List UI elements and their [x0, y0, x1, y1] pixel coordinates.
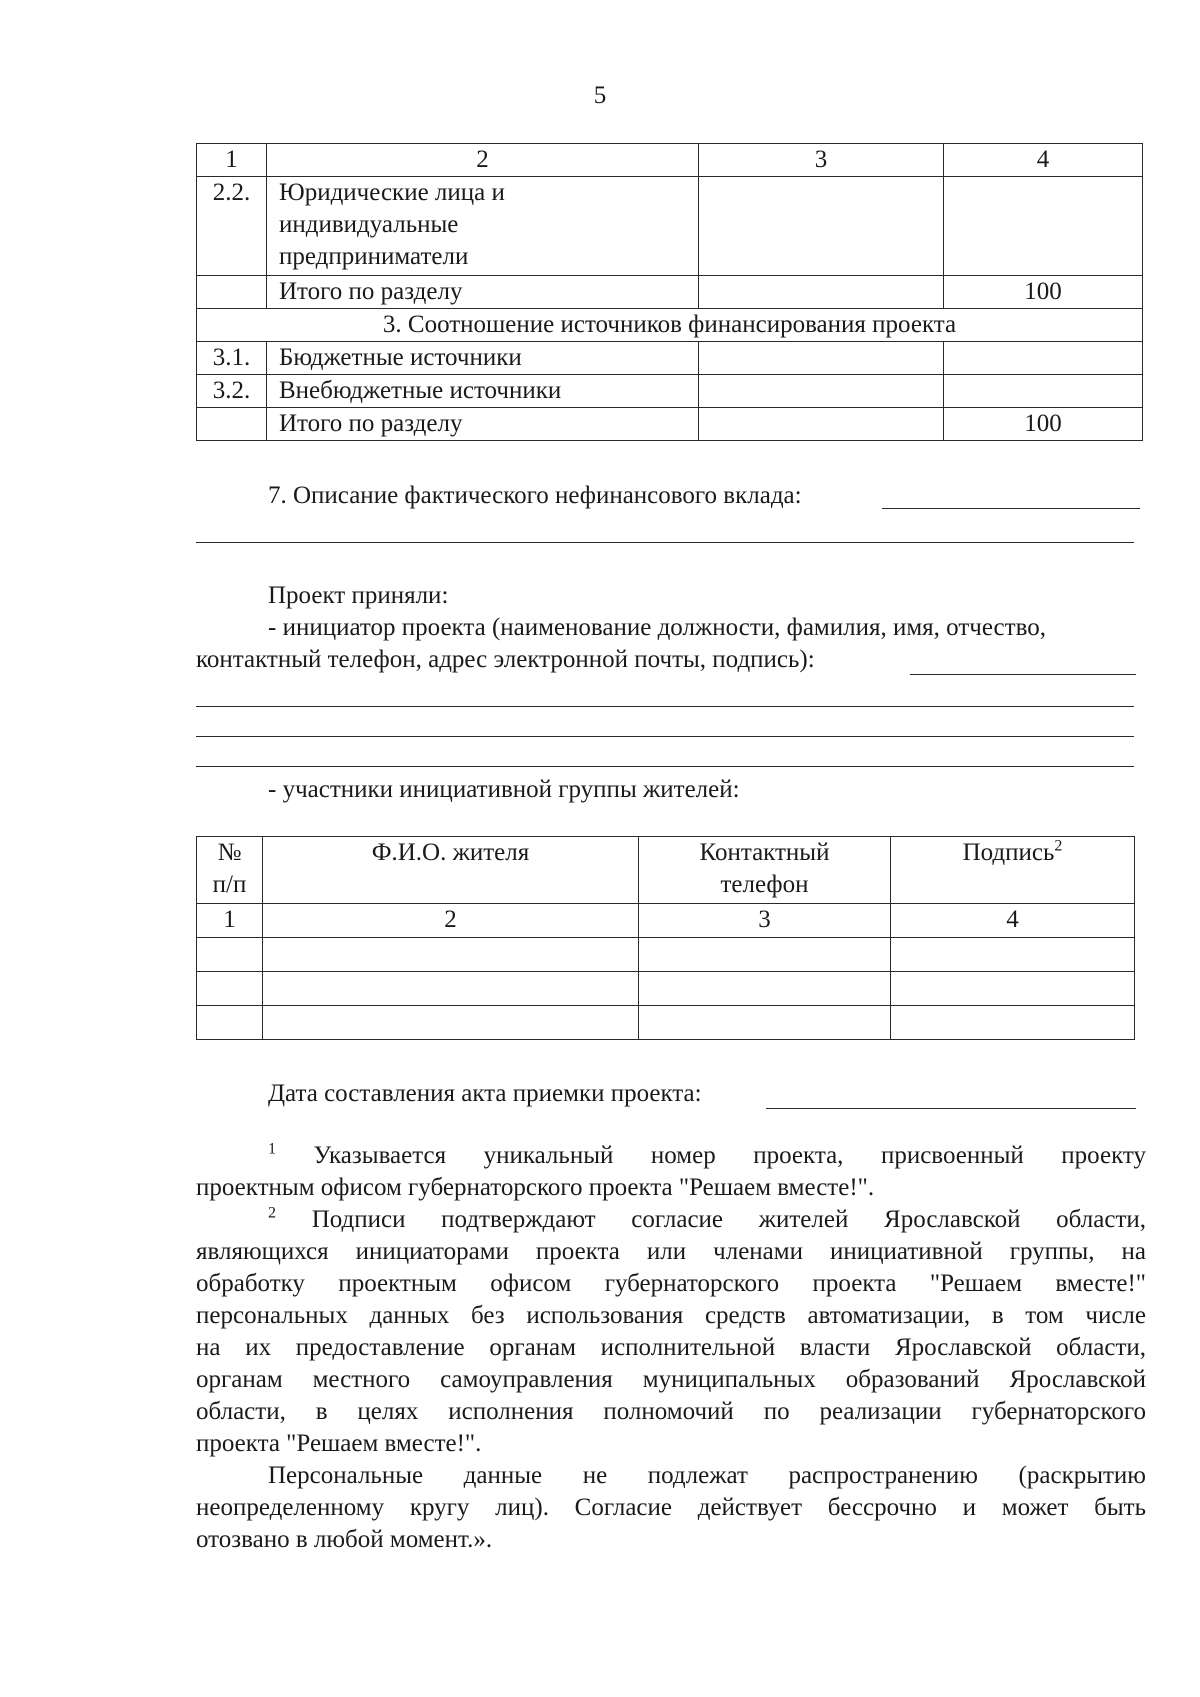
table-row: [197, 342, 1143, 375]
section-7-blank: [882, 478, 1140, 509]
empty-cell: [263, 938, 639, 972]
initiator-text: - инициатор проекта (наименование должности, фамилия, имя, отчество,: [268, 614, 1046, 641]
empty-cell: [197, 1006, 263, 1040]
column-number: 1: [197, 904, 263, 938]
col-name-header: Ф.И.О. жителя: [263, 837, 639, 904]
section-7-blank-line: [196, 512, 1134, 543]
empty-cell: [891, 938, 1135, 972]
footnote-2-line: области, в целях исполнения полномочий по реализации губернаторского: [196, 1398, 1146, 1425]
footnote-text: Указывается уникальный номер проекта, присвоенный проекту: [313, 1142, 1146, 1169]
col-signature-header: [891, 837, 1135, 904]
initiator-blank: [910, 644, 1136, 675]
table-row: [197, 177, 1143, 276]
col-phone-header: [639, 837, 891, 904]
footnote-2-line: проекта "Решаем вместе!".: [196, 1430, 482, 1457]
table-row: [197, 375, 1143, 408]
empty-cell: [699, 342, 944, 375]
row-label-line: Юридические лица и: [279, 179, 505, 206]
table-header-cell: 2: [267, 144, 699, 177]
footnote-1-line: [268, 1140, 1146, 1172]
total-label: Итого по разделу: [267, 276, 699, 309]
table-row: [197, 972, 1135, 1006]
section-7-label: 7. Описание фактического нефинансового вклада:: [268, 482, 802, 509]
row-number: 2.2.: [197, 177, 267, 276]
group-members-label: - участники инициативной группы жителей:: [268, 776, 740, 803]
initiator-text-cont: контактный телефон, адрес электронной почты, подпись):: [196, 646, 815, 673]
empty-cell: [944, 177, 1143, 276]
table-row: [197, 276, 1143, 309]
empty-cell: [891, 1006, 1135, 1040]
residents-table: [196, 836, 1135, 1040]
footnote-2-line: персональных данных без использования средств автоматизации, в том числе: [196, 1302, 1146, 1329]
total-label: Итого по разделу: [267, 408, 699, 441]
column-number: 3: [639, 904, 891, 938]
footnote-1-line: проектным офисом губернаторского проекта "Решаем вместе!".: [196, 1174, 875, 1201]
header-text: Подпись: [962, 839, 1055, 866]
row-label-line: индивидуальные: [279, 211, 459, 238]
initiator-blank-line: [196, 736, 1134, 767]
accepted-title: Проект приняли:: [268, 582, 449, 609]
header-line: №: [217, 839, 242, 866]
footnote-2-line: обработку проектным офисом губернаторского проекта "Решаем вместе!": [196, 1270, 1146, 1297]
date-blank: [766, 1078, 1136, 1109]
col-number-header: [197, 837, 263, 904]
total-value: 100: [944, 276, 1143, 309]
column-number: 2: [263, 904, 639, 938]
empty-cell: [197, 276, 267, 309]
footnote-2-line: являющихся инициаторами проекта или членами инициативной группы, на: [196, 1238, 1146, 1265]
financing-table: [196, 143, 1143, 441]
date-label: Дата составления акта приемки проекта:: [268, 1080, 702, 1107]
column-number: 4: [891, 904, 1135, 938]
empty-cell: [197, 938, 263, 972]
row-label-line: предприниматели: [279, 243, 469, 270]
row-number: 3.1.: [197, 342, 267, 375]
total-value: 100: [944, 408, 1143, 441]
empty-cell: [639, 938, 891, 972]
page-number: 5: [593, 82, 607, 109]
empty-cell: [944, 342, 1143, 375]
header-line: Контактный: [699, 839, 830, 866]
footnote-2-line: на их предоставление органам исполнительной власти Ярославской области,: [196, 1334, 1146, 1361]
footnote-mark: 1: [268, 1140, 276, 1158]
empty-cell: [197, 408, 267, 441]
section-3-title: 3. Соотношение источников финансирования проекта: [197, 309, 1143, 342]
empty-cell: [263, 972, 639, 1006]
table-row: [197, 904, 1135, 938]
personal-data-line: неопределенному кругу лиц). Согласие действует бессрочно и может быть: [196, 1494, 1146, 1521]
initiator-blank-line: [196, 676, 1134, 707]
footnote-2-line: органам местного самоуправления муниципальных образований Ярославской: [196, 1366, 1146, 1393]
section-title-row: [197, 309, 1143, 342]
table-header-cell: 3: [699, 144, 944, 177]
footnote-mark: 2: [1054, 837, 1063, 855]
table-row: [197, 1006, 1135, 1040]
footnote-text: Подписи подтверждают согласие жителей Ярославской области,: [311, 1206, 1147, 1233]
empty-cell: [944, 375, 1143, 408]
footnote-mark: 2: [268, 1204, 276, 1222]
table-header-cell: 1: [197, 144, 267, 177]
empty-cell: [263, 1006, 639, 1040]
header-line: телефон: [720, 871, 809, 898]
row-label: [267, 177, 699, 276]
empty-cell: [699, 177, 944, 276]
personal-data-line: Персональные данные не подлежат распространению (раскрытию: [268, 1462, 1146, 1489]
table-header-row: [197, 144, 1143, 177]
row-label: Внебюджетные источники: [267, 375, 699, 408]
personal-data-line: отозвано в любой момент.».: [196, 1526, 493, 1553]
empty-cell: [699, 276, 944, 309]
empty-cell: [639, 1006, 891, 1040]
empty-cell: [891, 972, 1135, 1006]
empty-cell: [639, 972, 891, 1006]
empty-cell: [197, 972, 263, 1006]
footnote-2-line: [268, 1204, 1146, 1236]
empty-cell: [699, 408, 944, 441]
row-label: Бюджетные источники: [267, 342, 699, 375]
initiator-blank-line: [196, 706, 1134, 737]
table-header-cell: 4: [944, 144, 1143, 177]
header-line: п/п: [212, 871, 247, 898]
row-number: 3.2.: [197, 375, 267, 408]
empty-cell: [699, 375, 944, 408]
table-row: [197, 938, 1135, 972]
table-row: [197, 408, 1143, 441]
table-header-row: [197, 837, 1135, 904]
